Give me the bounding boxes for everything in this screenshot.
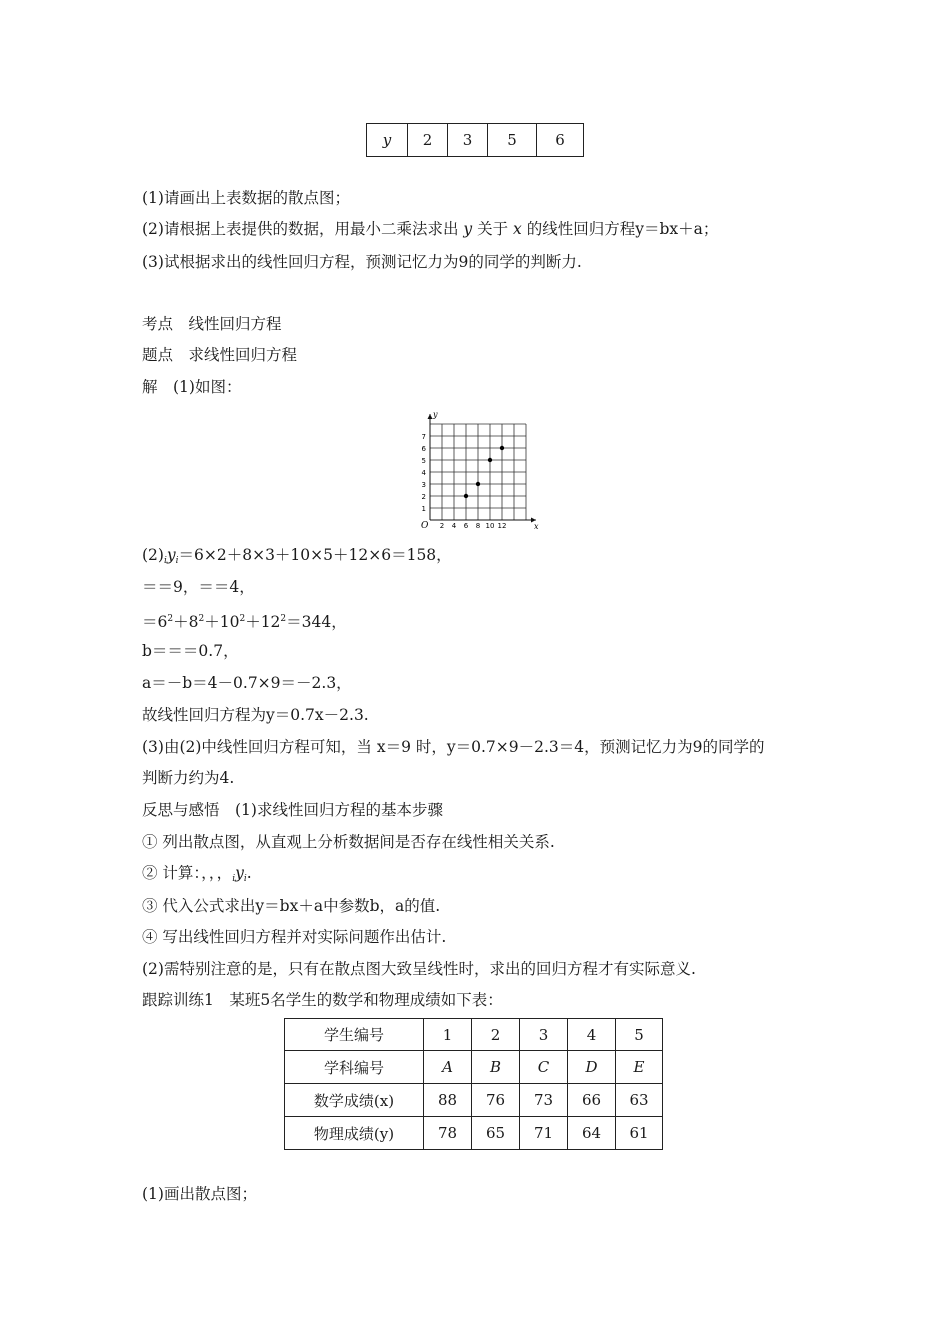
table-row [285,1084,663,1117]
y-tick-label: 3 [421,481,426,489]
table-cell: 4 [568,1019,616,1051]
top-data-table [366,123,584,157]
table-cell: A [424,1051,472,1084]
kaodian-label: 考点 线性回归方程 [142,315,282,333]
s3-exp: 2 [198,614,205,624]
x-tick-label: 6 [463,522,469,530]
table-cell: 78 [424,1117,472,1150]
solution-line-8: 判断力约为4. [142,769,235,787]
s1-sub: i [175,556,179,566]
table-cell: 61 [616,1117,663,1150]
s3-exp: 2 [280,614,287,624]
x-axis-label: x [534,522,539,531]
x-tick-label: 8 [475,522,481,530]
solution-line-1 [142,545,452,571]
r2-sub: i [243,874,247,884]
x-tick-label: 2 [439,522,445,530]
q2-var-x: x [513,220,522,238]
table-cell: 学科编号 [285,1051,424,1084]
s3-text: ＋12 [245,613,281,631]
y-tick-label: 7 [421,433,426,441]
r2-text: ② 计算：，，， [142,864,233,882]
reflection-title: 反思与感悟 (1)求线性回归方程的基本步骤 [142,801,443,819]
table-cell: C [520,1051,568,1084]
table-cell: 64 [568,1117,616,1150]
x-tick-label: 4 [451,522,457,530]
table-cell: 73 [520,1084,568,1117]
solution-line-6: 故线性回归方程为y＝0.7x－2.3. [142,706,369,724]
origin-label: O [421,521,429,531]
y-tick-label: 2 [421,493,426,501]
question-3: (3)试根据求出的线性回归方程，预测记忆力为9的同学的判断力. [142,253,582,271]
y-tick-label: 4 [421,469,426,477]
scatter-point [488,458,492,462]
table-cell: 5 [616,1019,663,1051]
scores-table [284,1018,663,1150]
s1-y: y [166,546,176,564]
solution-line-4: b＝＝＝0.7， [142,642,239,660]
scatter-point [464,494,468,498]
solution-line-3 [142,609,347,632]
table-cell: 1 [424,1019,472,1051]
x-tick-label: 10 [485,522,495,530]
table-cell: 76 [472,1084,520,1117]
table-cell: 63 [616,1084,663,1117]
x-tick-label: 12 [497,522,507,530]
y-tick-label: 1 [421,505,426,513]
reflection-step-2 [142,863,252,889]
chart-ticks [422,433,507,530]
r2-text: . [246,864,252,882]
tidian-label: 题点 求线性回归方程 [142,346,298,364]
s3-text: ＝344， [286,613,347,631]
reflection-step-3: ③ 代入公式求出y＝bx＋a中参数b，a的值. [142,897,441,915]
solution-line-7: (3)由(2)中线性回归方程可知，当 x＝9 时，y＝0.7×9－2.3＝4，预测记忆力为9的同学的 [142,738,765,756]
table-header-y: y [367,124,408,157]
y-axis-label: y [433,410,438,419]
s3-text: ＋10 [204,613,240,631]
table-cell: 3 [520,1019,568,1051]
chart-axes [421,410,539,531]
q2-var-y: y [463,220,473,238]
y-axis-arrow [428,414,433,419]
reflection-note: (2)需特别注意的是，只有在散点图大致呈线性时，求出的回归方程才有实际意义. [142,960,696,978]
solution-intro: 解 (1)如图： [142,378,242,396]
exercise-title: 跟踪训练1 某班5名学生的数学和物理成绩如下表： [142,991,503,1009]
solution-line-2: ＝＝9，＝＝4， [142,578,255,596]
q2-text: (2)请根据上表提供的数据，用最小二乘法求出 [142,220,464,238]
s1-text: (2) [142,546,164,564]
table-cell: 5 [488,124,537,157]
table-cell: 65 [472,1117,520,1150]
table-cell: B [472,1051,520,1084]
r2-sub: i [232,874,236,884]
scatter-point [476,482,480,486]
table-cell: D [568,1051,616,1084]
table-cell: 物理成绩(y) [285,1117,424,1150]
table-cell: 6 [537,124,584,157]
s3-exp: 2 [167,614,174,624]
s3-exp: 2 [239,614,246,624]
table-cell: 3 [448,124,488,157]
question-1: (1)请画出上表数据的散点图； [142,189,350,207]
s3-text: ＝6 [142,613,168,631]
y-tick-label: 6 [421,445,426,453]
scatter-point [500,446,504,450]
s1-text: ＝6×2＋8×3＋10×5＋12×6＝158， [178,546,452,564]
table-cell: 数学成绩(x) [285,1084,424,1117]
y-tick-label: 5 [421,457,426,465]
question-2 [142,219,718,239]
chart-grid [430,424,526,520]
table-cell: 学生编号 [285,1019,424,1051]
table-row [285,1051,663,1084]
s3-text: ＋8 [173,613,199,631]
reflection-step-4: ④ 写出线性回归方程并对实际问题作出估计. [142,928,447,946]
reflection-step-1: ① 列出散点图，从直观上分析数据间是否存在线性相关关系. [142,833,555,851]
solution-line-5: a＝－b＝4－0.7×9＝－2.3， [142,674,352,692]
table-row [285,1117,663,1150]
s1-sub: i [163,556,167,566]
table-cell: 2 [408,124,448,157]
r2-y: y [235,864,244,882]
table-cell: E [616,1051,663,1084]
q2-text: 关于 [472,220,514,238]
q2-text: 的线性回归方程y＝bx＋a； [521,220,719,238]
table-cell: 66 [568,1084,616,1117]
exercise-question-1: (1)画出散点图； [142,1185,257,1203]
scatter-plot [414,408,538,532]
table-cell: 71 [520,1117,568,1150]
table-cell: 88 [424,1084,472,1117]
table-cell: 2 [472,1019,520,1051]
table-row [285,1019,663,1051]
